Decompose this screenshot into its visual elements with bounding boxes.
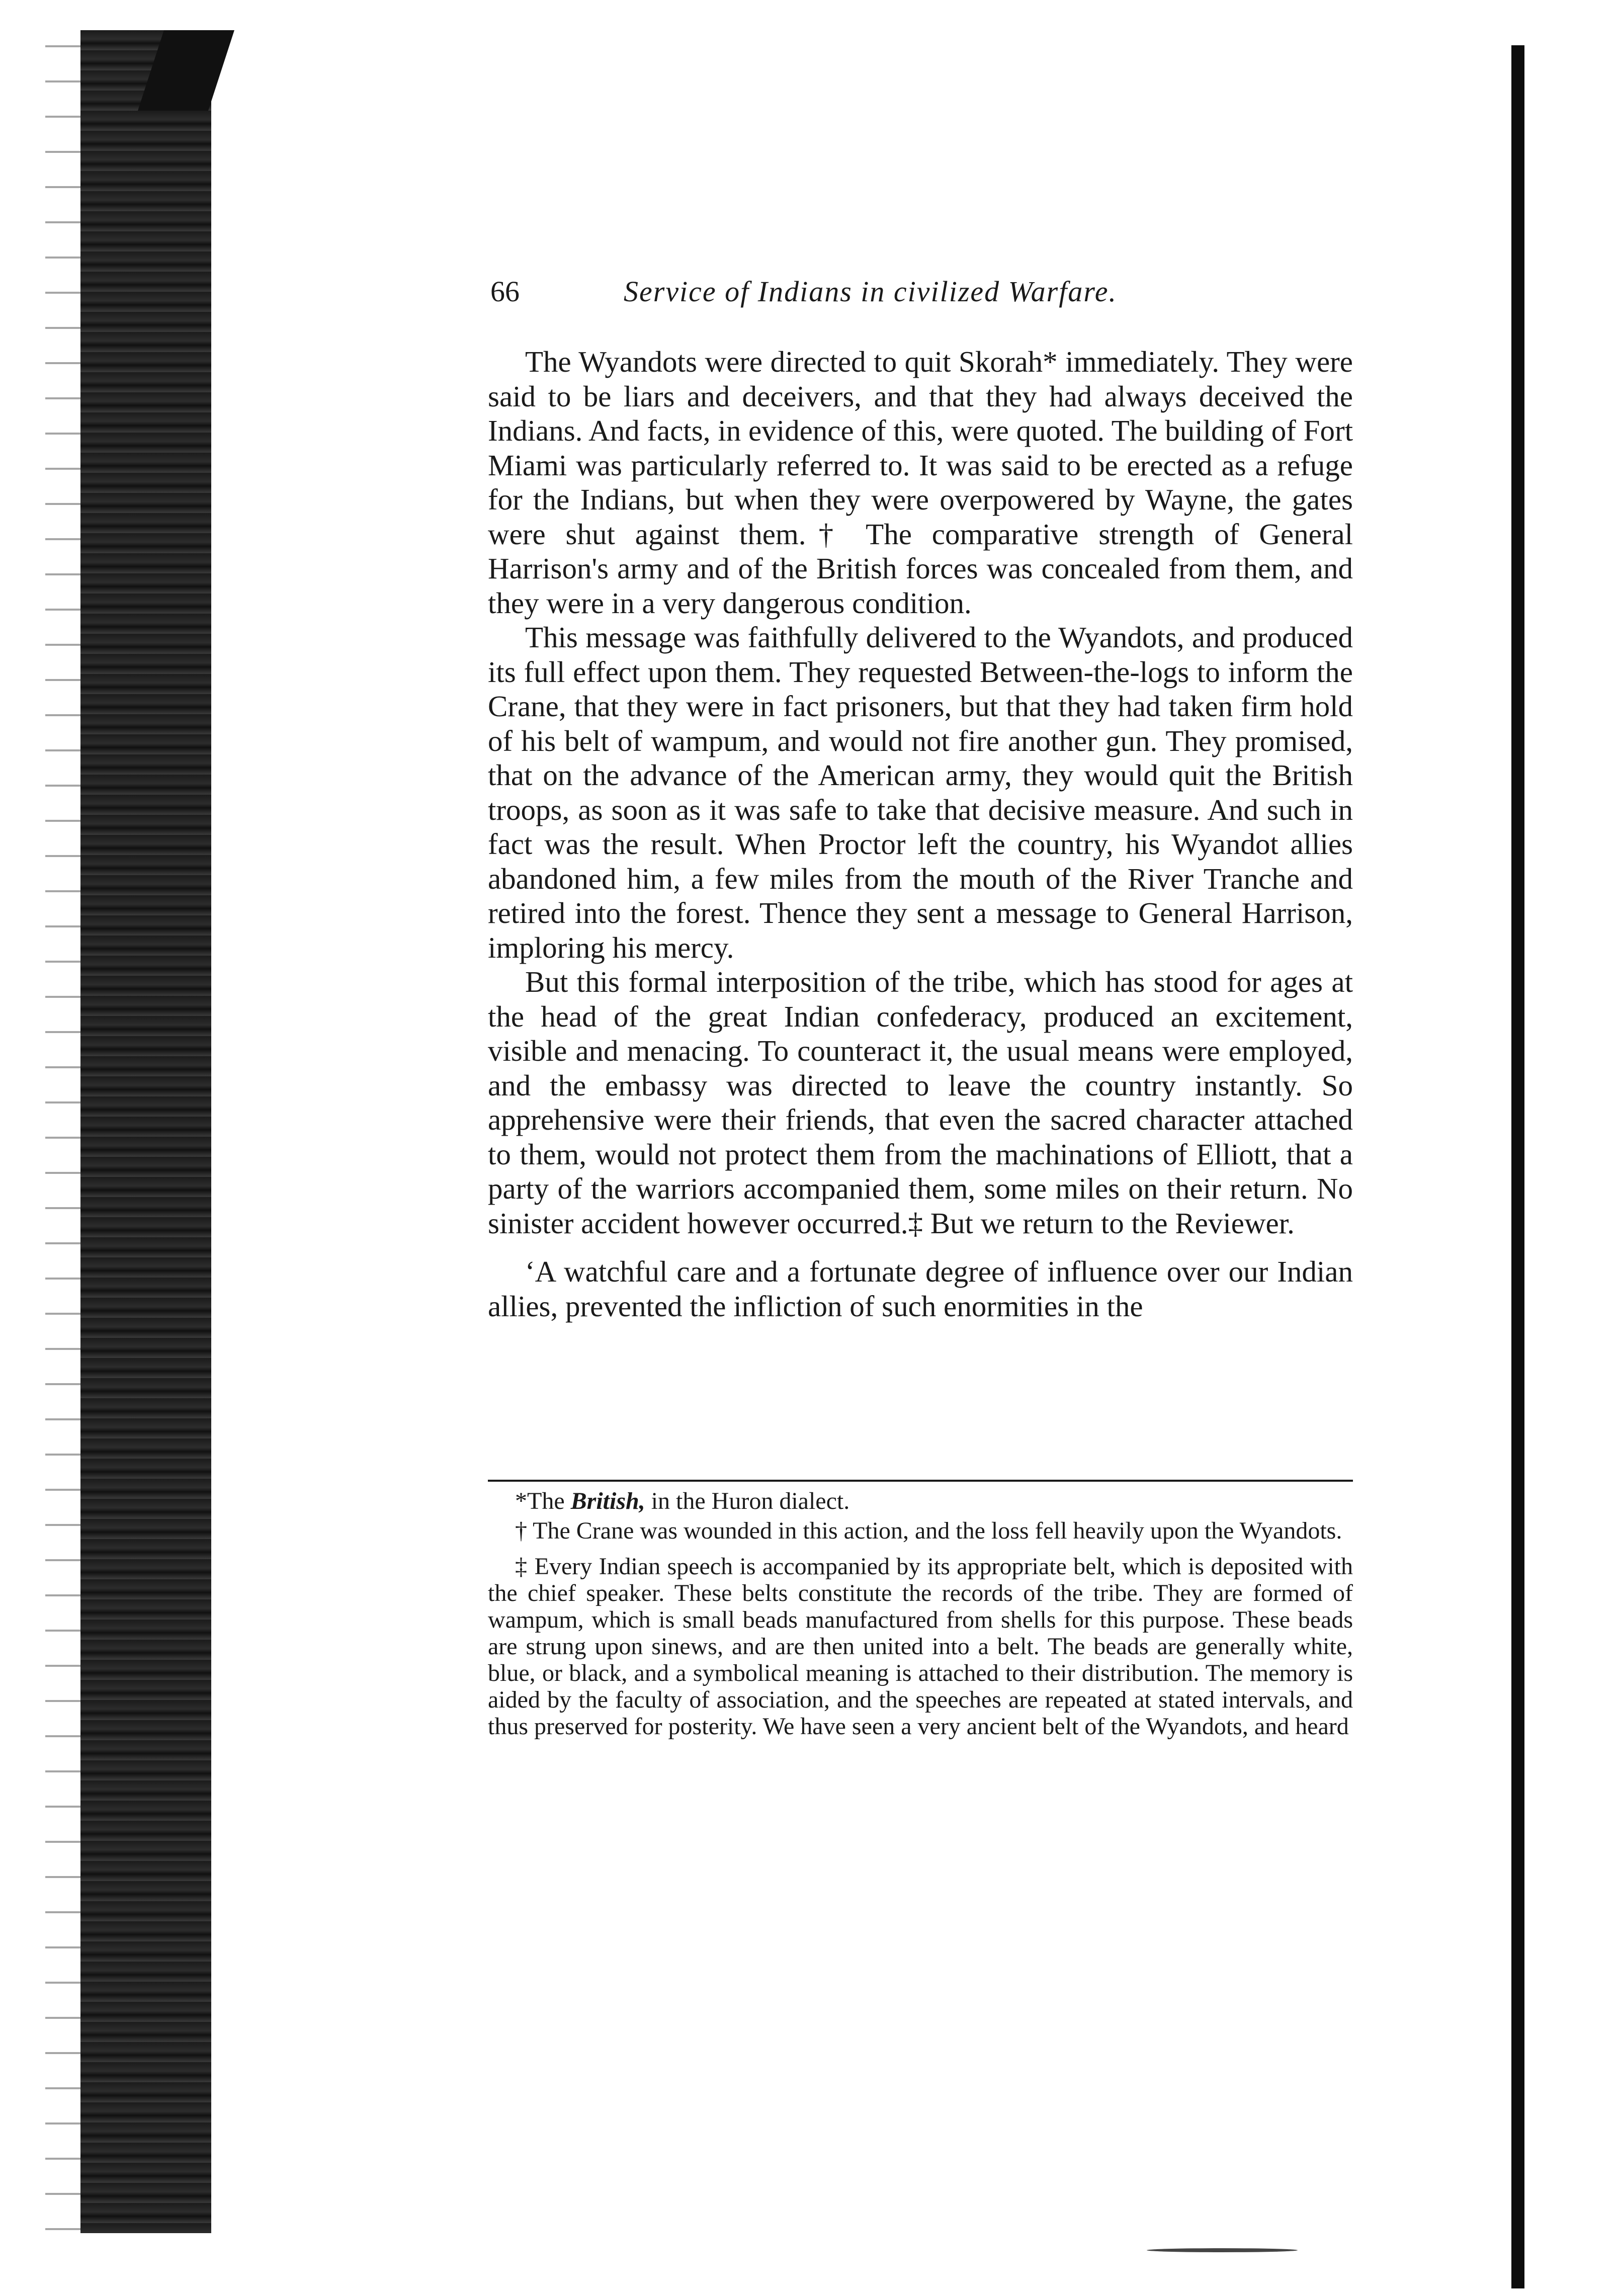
footnote-1-marker: * (515, 1488, 527, 1514)
page-edge-rule (1511, 45, 1524, 2288)
paragraph-3: But this formal interposition of the tribe, which has stood for ages at the head of the great Indian confederacy, produced an excitement, visible and menacing. To counteract it, the usual means were employed, and the embassy was directed to leave the country instantly. So apprehensive were their friends, that even the sacred character attached to them, would not protect them from the machinations of Elliott, that a party of the warriors accompanied them, some miles on their return. No sinister accident however occurred.‡ But we return to the Reviewer. (488, 965, 1353, 1240)
page-number: 66 (490, 275, 520, 308)
book-binding-shadow (80, 30, 211, 2233)
footnote-1-text: in the Huron dialect. (651, 1488, 850, 1514)
footnote-1-term: British, (570, 1488, 645, 1514)
footnote-3: ‡ Every Indian speech is accompanied by its appropriate belt, which is deposited with the chief speaker. These belts constitute the records of the tribe. They are formed of wampum, which is small beads manufactured from shells for this purpose. These beads are strung upon sinews, and are then united into a belt. The beads are generally white, blue, or black, and a symbolical meaning is attached to their distribution. The memory is aided by the faculty of association, and the speeches are repeated at stated intervals, and thus preserved for posterity. We have seen a very ancient belt of the Wyandots, and heard (488, 1553, 1353, 1740)
running-head (490, 272, 1195, 312)
paragraph-2: This message was faithfully delivered to the Wyandots, and produced its full effect upon them. They requested Between-the-logs to inform the Crane, that they were in fact prisoners, but that they had taken firm hold of his belt of wampum, and would not fire another gun. They promised, that on the advance of the American army, they would quit the British troops, as soon as it was safe to take that decisive measure. And such in fact was the result. When Proctor left the country, his Wyandot allies abandoned him, a few miles from the mouth of the River Tranche and retired into the forest. Thence they sent a message to General Harrison, imploring his mercy. (488, 621, 1353, 964)
footnote-1-prefix: The (527, 1488, 565, 1514)
footnotes (488, 1488, 1353, 1740)
footnote-1 (488, 1488, 1353, 1514)
body-text (488, 345, 1353, 1323)
bottom-ink-smudge (1147, 2248, 1298, 2252)
paragraph-1: The Wyandots were directed to quit Skorah* immediately. They were said to be liars and deceivers, and that they had always deceived the Indians. And facts, in evidence of this, were quoted. The building of Fort Miami was particularly referred to. It was said to be erected as a refuge for the Indians, but when they were overpowered by Wayne, the gates were shut against them.† The comparative strength of General Harrison's army and of the British forces was concealed from them, and they were in a very dangerous condition. (488, 345, 1353, 620)
footnote-2: † The Crane was wounded in this action, and the loss fell heavily upon the Wyandots. (515, 1517, 1342, 1544)
quoted-passage: ‘A watchful care and a fortunate degree of influence over our Indian allies, prevented the infliction of such enormities in the (488, 1255, 1353, 1323)
running-title: Service of Indians in civilized Warfare. (624, 275, 1117, 308)
binding-fray-shadow (45, 30, 80, 2233)
footnote-divider (488, 1480, 1353, 1482)
